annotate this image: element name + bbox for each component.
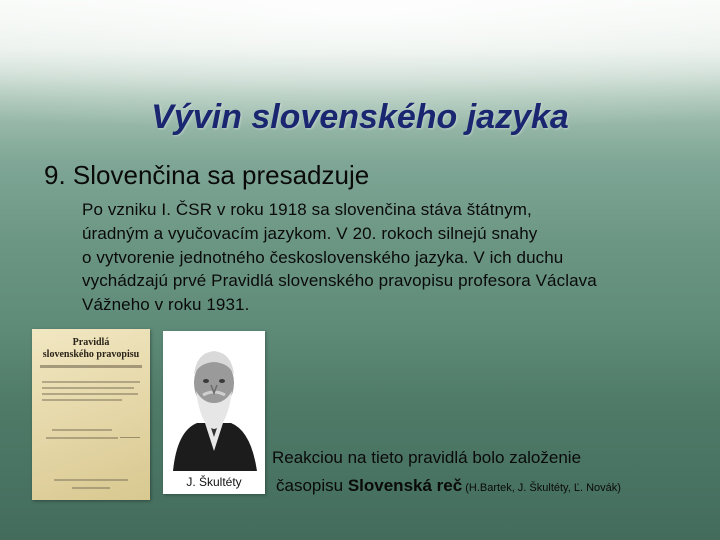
- book-title-line1: Pravidlá: [72, 337, 110, 348]
- note-text: [272, 444, 712, 502]
- note-line2: [272, 472, 712, 502]
- section-heading: 9. Slovenčina sa presadzuje: [44, 160, 370, 190]
- book-signature-mark: [120, 429, 140, 438]
- book-text-line: [72, 487, 110, 489]
- book-text-line: [42, 381, 140, 383]
- book-text-line: [52, 429, 112, 431]
- body-line: o vytvorenie jednotného československého jazyka. V ich duchu: [82, 247, 564, 267]
- book-text-line: [42, 399, 122, 401]
- body-line: vychádzajú prvé Pravidlá slovenského pravopisu profesora Václava: [82, 271, 597, 291]
- note-authors: (H.Bartek, J. Škultéty, Ľ. Novák): [462, 482, 621, 494]
- journal-name: Slovenská reč: [347, 476, 463, 495]
- book-title-line2: slovenského pravopisu: [42, 349, 140, 360]
- portrait-photo: [163, 331, 265, 494]
- book-text-line: [42, 387, 134, 389]
- portrait-caption: J. Škultéty: [186, 475, 242, 489]
- portrait-figure-icon: [163, 331, 265, 471]
- book-cover-image: [32, 329, 150, 500]
- book-subtitle-bar: [40, 365, 142, 368]
- body-line: úradným a vyučovacím jazykom. V 20. rokoch silnejú snahy: [82, 223, 538, 243]
- slide-title: Vývin slovenského jazyka: [151, 98, 569, 136]
- body-paragraph: [82, 198, 692, 317]
- book-text-line: [46, 437, 118, 439]
- book-text-line: [42, 393, 138, 395]
- body-line: Vážneho v roku 1931.: [82, 295, 250, 315]
- note-prefix: časopisu: [276, 476, 348, 495]
- body-line: Po vzniku I. ČSR v roku 1918 sa slovenčina stáva štátnym,: [82, 200, 532, 219]
- note-line1: Reakciou na tieto pravidlá bolo založenie: [272, 448, 582, 467]
- book-text-line: [54, 479, 128, 481]
